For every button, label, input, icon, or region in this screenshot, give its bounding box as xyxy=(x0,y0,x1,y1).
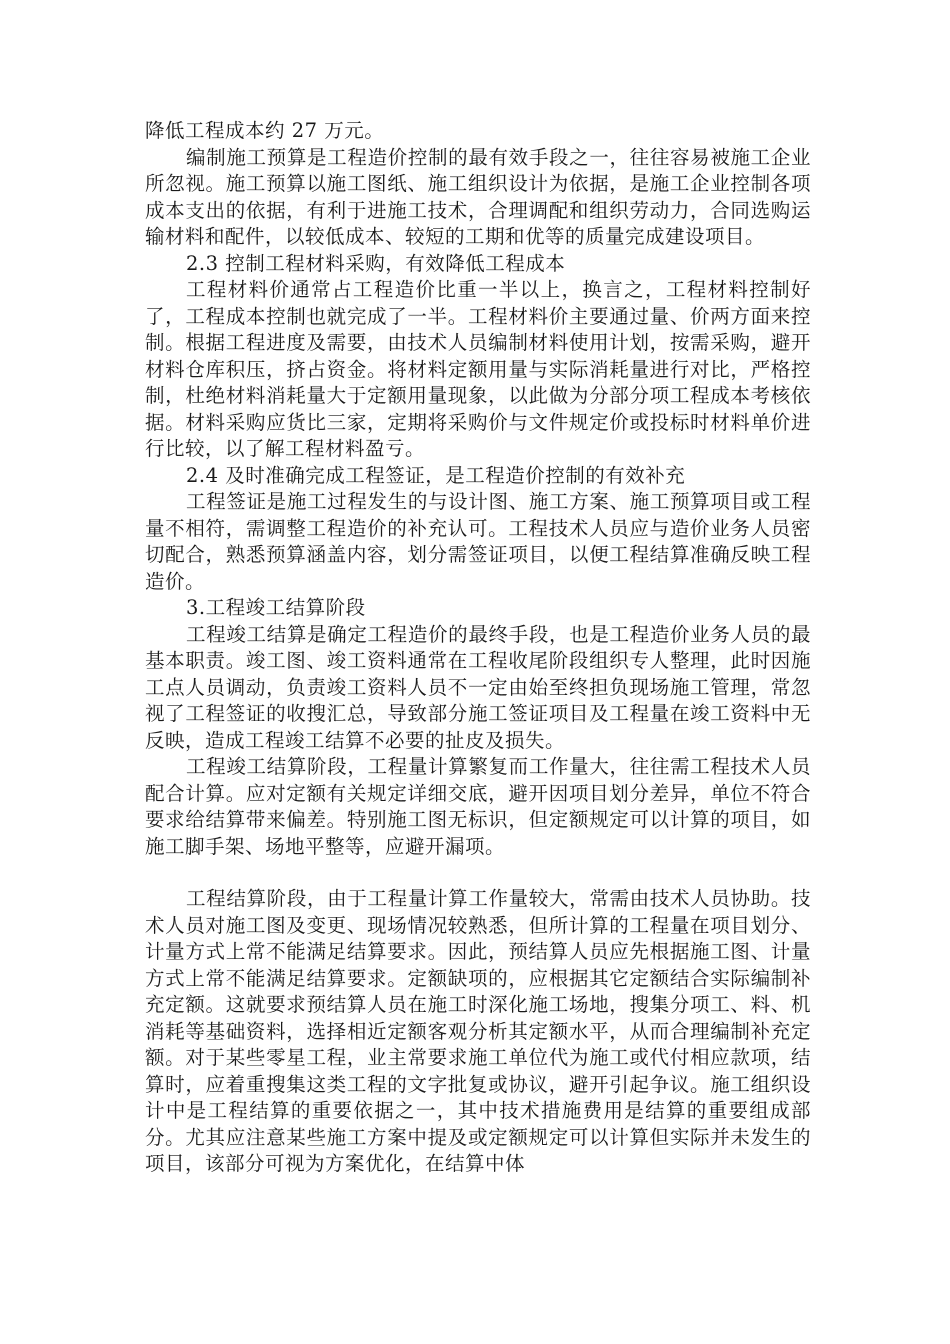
heading-2-4: 2.4 及时准确完成工程签证，是工程造价控制的有效补充 xyxy=(186,463,686,487)
paragraph-completion-settlement: 工程竣工结算是确定工程造价的最终手段，也是工程造价业务人员的最基本职责。竣工图、竣工资料通常在工程收尾阶段组织专人整理，此时因施工点人员调动，负责竣工资料人员不一定由始至终担负现场施工管理，常忽视了工程签证的收搜汇总，导致部分施工签证项目及工程量在竣工资料中无反映，造成工程竣工结算不必要的扯皮及损失。 xyxy=(145,622,811,752)
blank-line xyxy=(145,860,811,886)
paragraph-settlement-stage: 工程竣工结算阶段，工程量计算繁复而工作量大，往往需工程技术人员配合计算。应对定额有关规定详细交底，避开因项目划分差异，单位不符合要求给结算带来偏差。特别施工图无标识，但定额规定可以计算的项目，如施工脚手架、场地平整等，应避开漏项。 xyxy=(145,755,811,858)
document-page xyxy=(145,118,811,1178)
paragraph-material-procurement: 工程材料价通常占工程造价比重一半以上，换言之，工程材料控制好了，工程成本控制也就完成了一半。工程材料价主要通过量、价两方面来控制。根据工程进度及需要，由技术人员编制材料使用计划，按需采购，避开材料仓库积压，挤占资金。将材料定额用量与实际消耗量进行对比，严格控制，杜绝材料消耗量大于定额用量现象，以此做为分部分项工程成本考核依据。材料采购应货比三家，定期将采购价与文件规定价或投标时材料单价进行比较，以了解工程材料盈亏。 xyxy=(145,278,811,460)
heading-3: 3.工程竣工结算阶段 xyxy=(186,596,366,619)
heading-2-3: 2.3 控制工程材料采购，有效降低工程成本 xyxy=(186,251,566,275)
paragraph-settlement-quantities: 工程结算阶段，由于工程量计算工作量较大，常需由技术人员协助。技术人员对施工图及变更、现场情况较熟悉，但所计算的工程量在项目划分、计量方式上常不能满足结算要求。因此，预结算人员应先根据施工图、计量方式上常不能满足结算要求。定额缺项的，应根据其它定额结合实际编制补充定额。这就要求预结算人员在施工时深化施工场地，搜集分项工、料、机消耗等基础资料，选择相近定额客观分析其定额水平，从而合理编制补充定额。对于某些零星工程，业主常要求施工单位代为施工或代付相应款项，结算时，应着重搜集这类工程的文字批复或协议，避开引起争议。施工组织设计中是工程结算的重要依据之一，其中技术措施费用是结算的重要组成部分。尤其应注意某些施工方案中提及或定额规定可以计算但实际并未发生的项目，该部分可视为方案优化，在结算中体 xyxy=(145,887,811,1175)
paragraph-engineering-visa: 工程签证是施工过程发生的与设计图、施工方案、施工预算项目或工程量不相符，需调整工程造价的补充认可。工程技术人员应与造价业务人员密切配合，熟悉预算涵盖内容，划分需签证项目，以便工程结算准确反映工程造价。 xyxy=(145,490,811,593)
paragraph-cost-reduction: 降低工程成本约 27 万元。 xyxy=(145,119,385,142)
paragraph-construction-budget: 编制施工预算是工程造价控制的最有效手段之一，往往容易被施工企业所忽视。施工预算以施工图纸、施工组织设计为依据，是施工企业控制各项成本支出的依据，有利于进施工技术，合理调配和组织劳动力，合同选购运输材料和配件，以较低成本、较短的工期和优等的质量完成建设项目。 xyxy=(145,145,811,248)
